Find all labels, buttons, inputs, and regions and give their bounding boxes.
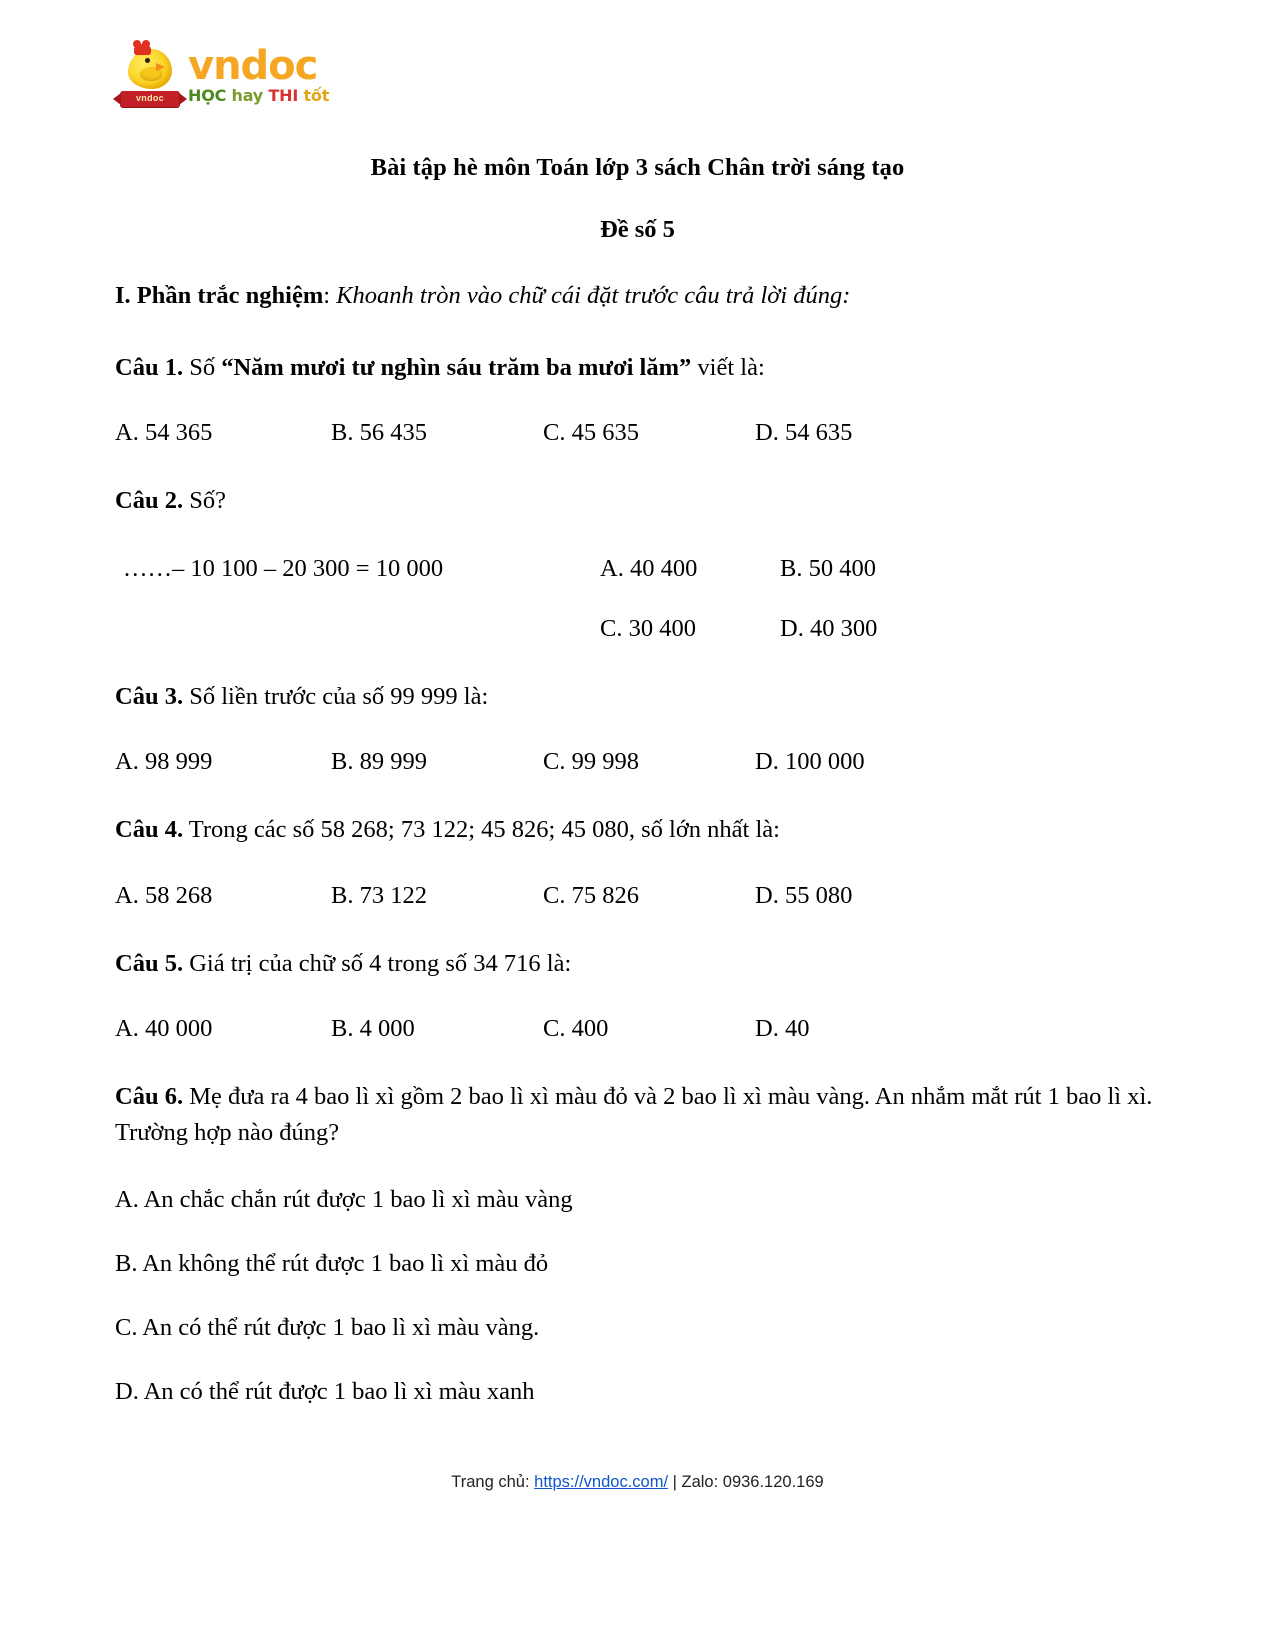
question-4-label: Câu 4. — [115, 816, 184, 844]
option-c[interactable]: C. 45 635 — [543, 419, 639, 447]
option-c[interactable]: C. 99 998 — [543, 748, 639, 776]
option-d[interactable]: D. 54 635 — [755, 419, 853, 447]
question-2-label: Câu 2. — [115, 487, 184, 515]
question-2-expression: ……– 10 100 – 20 300 = 10 000 — [123, 554, 444, 582]
option-b[interactable]: B. 89 999 — [331, 748, 427, 776]
question-4-text: Trong các số 58 268; 73 122; 45 826; 45 080, số lớn nhất là: — [183, 816, 780, 844]
tagline-part-thi: THI — [268, 86, 299, 106]
section-heading-bold: I. Phần trắc nghiệm — [115, 282, 324, 309]
question-5-label: Câu 5. — [115, 949, 184, 977]
option-a[interactable]: A. 98 999 — [115, 748, 213, 776]
option-b[interactable]: B. 56 435 — [331, 419, 427, 447]
question-5-options — [115, 1015, 1160, 1043]
option-d[interactable]: D. 40 300 — [780, 614, 878, 642]
question-5-text: Giá trị của chữ số 4 trong số 34 716 là: — [183, 949, 572, 977]
question-1-bold-quote: “Năm mươi tư nghìn sáu trăm ba mươi lăm” — [221, 353, 692, 381]
section-heading-colon: : — [323, 282, 331, 309]
option-b[interactable]: B. 4 000 — [331, 1015, 415, 1043]
option-a[interactable]: A. 58 268 — [115, 881, 213, 909]
question-3-text: Số liền trước của số 99 999 là: — [183, 682, 489, 710]
question-1 — [115, 350, 1160, 386]
question-2-text: Số? — [183, 487, 226, 515]
logo-tagline — [188, 87, 329, 105]
question-2-row-1 — [115, 555, 1160, 583]
option-c[interactable]: C. 75 826 — [543, 881, 639, 909]
question-3-label: Câu 3. — [115, 682, 184, 710]
option-b[interactable]: B. 73 122 — [331, 881, 427, 909]
logo-wordmark — [188, 43, 330, 106]
option-c[interactable]: C. 400 — [543, 1015, 609, 1043]
question-2-options — [115, 555, 1160, 643]
footer-prefix: Trang chủ: — [451, 1473, 535, 1491]
section-heading-italic: Khoanh tròn vào chữ cái đặt trước câu trả lời đúng: — [330, 282, 851, 309]
chick-beak-icon — [156, 63, 165, 71]
question-6 — [115, 1079, 1160, 1150]
question-1-options — [115, 419, 1160, 447]
logo-brand-text: vndoc — [188, 43, 318, 90]
option-c[interactable]: C. An có thể rút được 1 bao lì xì màu vàng. — [115, 1314, 540, 1342]
question-1-text-before: Số — [183, 353, 222, 381]
tagline-part-tot: tốt — [303, 86, 330, 106]
question-5 — [115, 946, 1160, 982]
chick-eye-icon — [145, 58, 150, 63]
question-2-row-2 — [115, 615, 1160, 643]
chick-comb-icon — [134, 44, 151, 55]
option-c[interactable]: C. 30 400 — [600, 614, 696, 642]
option-d[interactable]: D. 40 — [755, 1015, 810, 1043]
option-d[interactable]: D. An có thể rút được 1 bao lì xì màu xanh — [115, 1378, 535, 1406]
option-a[interactable]: A. 54 365 — [115, 419, 213, 447]
question-3 — [115, 679, 1160, 715]
question-1-label: Câu 1. — [115, 353, 184, 381]
ribbon-label: vndoc — [135, 93, 164, 103]
question-1-text-after: viết là: — [691, 353, 765, 381]
option-a[interactable]: A. An chắc chắn rút được 1 bao lì xì màu vàng — [115, 1186, 573, 1214]
tagline-part-hay: hay — [231, 86, 264, 106]
document-title: Bài tập hè môn Toán lớp 3 sách Chân trời sáng tạo — [370, 154, 905, 181]
question-4-options — [115, 882, 1160, 910]
page-footer — [0, 1473, 1275, 1492]
ribbon-banner-icon — [120, 91, 180, 107]
option-b[interactable]: B. An không thể rút được 1 bao lì xì màu đỏ — [115, 1250, 549, 1278]
option-d[interactable]: D. 100 000 — [755, 748, 865, 776]
footer-suffix: | Zalo: 0936.120.169 — [668, 1473, 824, 1491]
layout-spacer — [115, 615, 600, 643]
tagline-part-hoc: HỌC — [188, 86, 227, 106]
footer-website-link[interactable]: https://vndoc.com/ — [534, 1473, 669, 1491]
question-3-options — [115, 748, 1160, 776]
question-2 — [115, 483, 1160, 519]
option-a[interactable]: A. 40 400 — [600, 554, 698, 582]
question-6-label: Câu 6. — [115, 1083, 184, 1111]
chicken-mascot-icon — [120, 43, 182, 109]
option-d[interactable]: D. 55 080 — [755, 881, 853, 909]
question-6-text: Mẹ đưa ra 4 bao lì xì gồm 2 bao lì xì màu đỏ và 2 bao lì xì màu vàng. An nhắm mắt rút 1 bao lì xì. Trường hợp nào đúng? — [115, 1083, 1153, 1146]
document-subtitle: Đề số 5 — [600, 216, 675, 243]
vndoc-logo[interactable] — [120, 40, 1160, 112]
section-heading — [115, 278, 1160, 314]
option-b[interactable]: B. 50 400 — [780, 554, 876, 582]
question-4 — [115, 812, 1160, 848]
option-a[interactable]: A. 40 000 — [115, 1015, 213, 1043]
